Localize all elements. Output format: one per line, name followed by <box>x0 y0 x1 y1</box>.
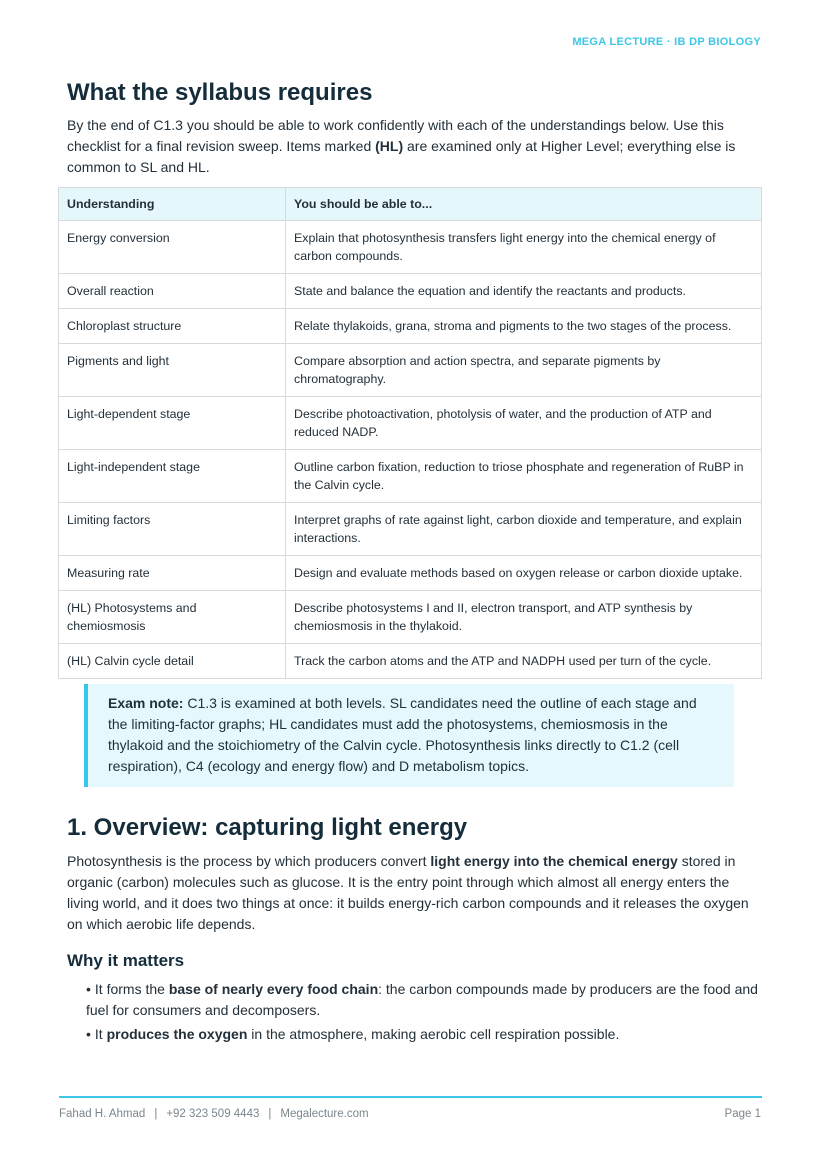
objective-cell: Design and evaluate methods based on oxygen release or carbon dioxide uptake. <box>286 556 762 591</box>
bullet-text-post: in the atmosphere, making aerobic cell respiration possible. <box>247 1026 620 1042</box>
column-header-able-to: You should be able to... <box>286 188 762 221</box>
objective-cell: Compare absorption and action spectra, and separate pigments by chromatography. <box>286 344 762 397</box>
syllabus-title: What the syllabus requires <box>67 79 373 106</box>
understanding-cell: Measuring rate <box>59 556 286 591</box>
objective-cell: Outline carbon fixation, reduction to triose phosphate and regeneration of RuBP in the Calvin cycle. <box>286 450 762 503</box>
understanding-cell: Light-dependent stage <box>59 397 286 450</box>
overview-paragraph <box>67 851 762 935</box>
exam-note-callout <box>84 684 734 787</box>
overview-text-2: stored in organic (carbon) molecules such as glucose. It is the entry point through which almost all energy enters the living world, and it does two things at once: it builds energy-rich carbon compounds and it releases the oxygen on which aerobic life depends. <box>67 853 749 932</box>
understanding-cell: Limiting factors <box>59 503 286 556</box>
objective-cell: Describe photoactivation, photolysis of water, and the production of ATP and reduced NADP. <box>286 397 762 450</box>
footer-author: Fahad H. Ahmad <box>59 1108 146 1120</box>
footer-phone: +92 323 509 4443 <box>166 1108 260 1120</box>
footer-divider <box>59 1096 762 1098</box>
objective-cell: Interpret graphs of rate against light, carbon dioxide and temperature, and explain interactions. <box>286 503 762 556</box>
objective-cell: State and balance the equation and identify the reactants and products. <box>286 274 762 309</box>
overview-title: 1. Overview: capturing light energy <box>67 814 468 841</box>
syllabus-intro <box>67 115 762 178</box>
table-row <box>59 274 762 309</box>
table-row <box>59 221 762 274</box>
why-it-matters-list <box>86 979 762 1045</box>
intro-text-2: are examined only at Higher Level; everything else is common to SL and HL. <box>67 138 736 175</box>
overview-bold: light energy into the chemical energy <box>430 853 678 869</box>
intro-text-1: By the end of C1.3 you should be able to work confidently with each of the understandings below. Use this checklist for a final revision sweep. Items marked <box>67 117 724 154</box>
list-item <box>86 979 762 1021</box>
objective-cell: Explain that photosynthesis transfers light energy into the chemical energy of carbon compounds. <box>286 221 762 274</box>
objective-cell: Describe photosystems I and II, electron transport, and ATP synthesis by chemiosmosis in the thylakoid. <box>286 591 762 644</box>
bullet-text-post: : the carbon compounds made by producers are the food and fuel for consumers and decomposers. <box>86 981 758 1018</box>
bullet-text-pre: It <box>94 1026 107 1042</box>
bullet-icon: • <box>86 981 91 997</box>
understanding-cell: (HL) Photosystems and chemiosmosis <box>59 591 286 644</box>
table-row <box>59 344 762 397</box>
footer-separator: | <box>268 1108 272 1120</box>
understanding-cell: Energy conversion <box>59 221 286 274</box>
syllabus-table <box>58 187 762 679</box>
list-item <box>86 1024 762 1045</box>
exam-note-label: Exam note: <box>108 695 184 711</box>
table-row <box>59 450 762 503</box>
understanding-cell: Pigments and light <box>59 344 286 397</box>
exam-note-text: C1.3 is examined at both levels. SL candidates need the outline of each stage and the limiting-factor graphs; HL candidates must add the photosystems, chemiosmosis in the thylakoid and the stoichiometry of the Calvin cycle. Photosynthesis links directly to C1.2 (cell respiration), C4 (ecology and energy flow) and D metabolism topics. <box>108 695 697 774</box>
bullet-text-bold: base of nearly every food chain <box>168 981 379 997</box>
header-tag: MEGA LECTURE · IB DP BIOLOGY <box>572 36 761 48</box>
footer-contact <box>59 1108 369 1120</box>
objective-cell: Track the carbon atoms and the ATP and NADPH used per turn of the cycle. <box>286 644 762 679</box>
objective-cell: Relate thylakoids, grana, stroma and pigments to the two stages of the process. <box>286 309 762 344</box>
footer-site: Megalecture.com <box>280 1108 369 1120</box>
table-header-row <box>59 188 762 221</box>
page-number: Page 1 <box>724 1108 761 1120</box>
page-content <box>67 79 762 1048</box>
table-row <box>59 556 762 591</box>
intro-hl-marker: (HL) <box>375 138 404 154</box>
table-row <box>59 591 762 644</box>
bullet-text-bold: produces the oxygen <box>106 1026 248 1042</box>
understanding-cell: Light-independent stage <box>59 450 286 503</box>
understanding-cell: Overall reaction <box>59 274 286 309</box>
table-row <box>59 644 762 679</box>
table-row <box>59 397 762 450</box>
table-row <box>59 309 762 344</box>
overview-text-1: Photosynthesis is the process by which producers convert <box>67 853 431 869</box>
understanding-cell: Chloroplast structure <box>59 309 286 344</box>
why-it-matters-title: Why it matters <box>67 951 185 970</box>
bullet-text-pre: It forms the <box>94 981 169 997</box>
column-header-understanding: Understanding <box>59 188 286 221</box>
table-row <box>59 503 762 556</box>
bullet-icon: • <box>86 1026 91 1042</box>
footer-separator: | <box>154 1108 158 1120</box>
understanding-cell: (HL) Calvin cycle detail <box>59 644 286 679</box>
